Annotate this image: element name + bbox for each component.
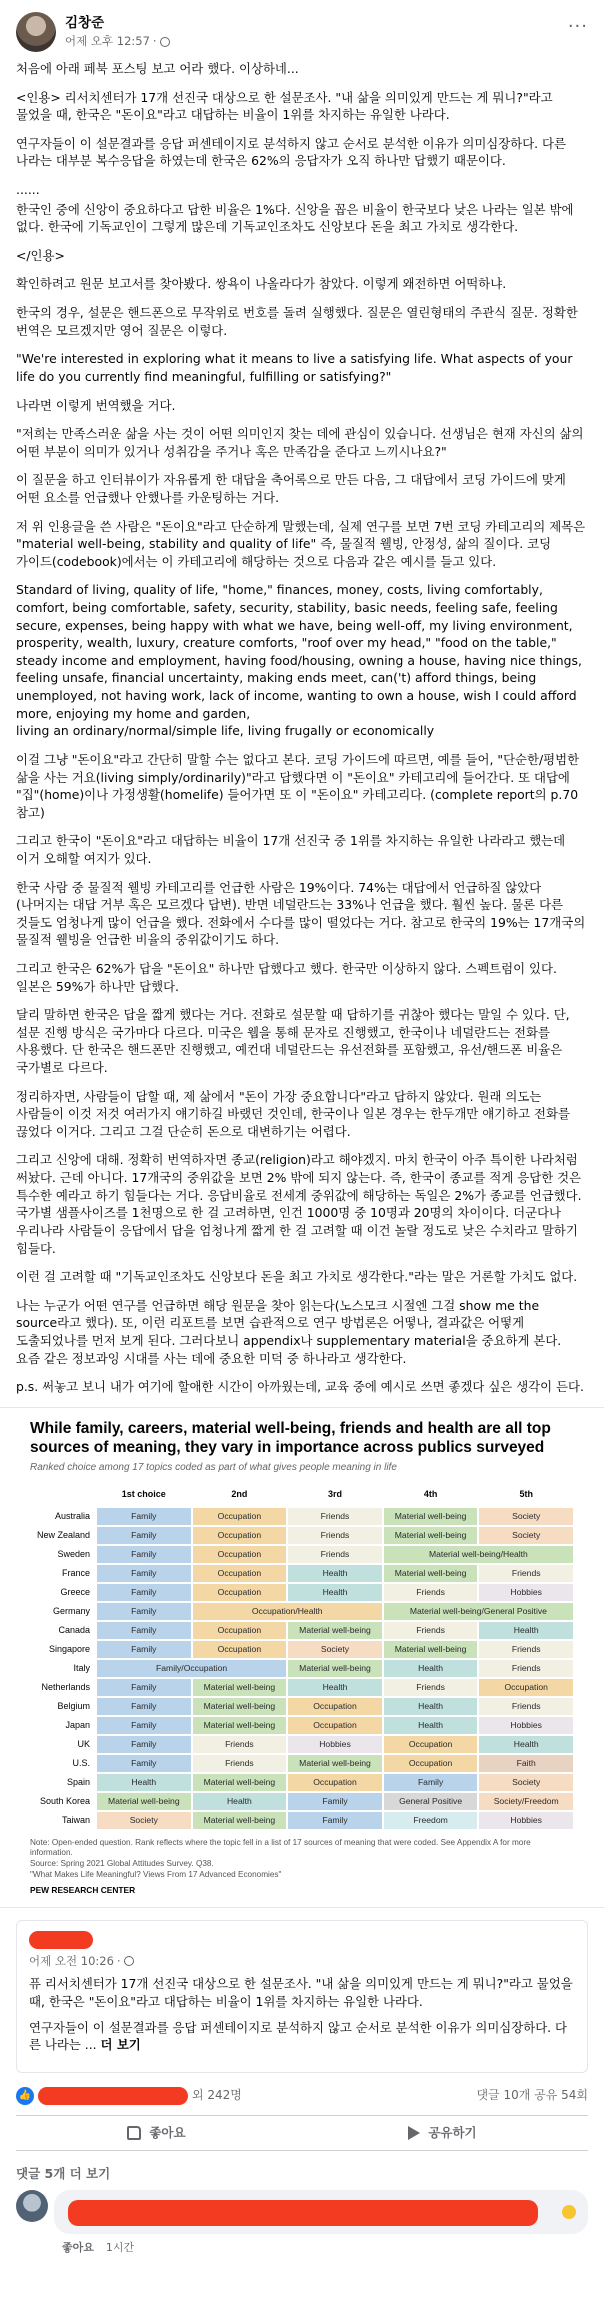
table-cell: Family [96, 1507, 192, 1526]
table-cell: Hobbies [478, 1583, 574, 1602]
table-cell: Material well-being [287, 1621, 383, 1640]
table-cell: Material well-being [287, 1659, 383, 1678]
table-cell: Health [96, 1773, 192, 1792]
see-more-link[interactable]: 더 보기 [100, 2037, 141, 2053]
chart-table [30, 1485, 574, 1830]
table-cell: Health [383, 1716, 479, 1735]
comments-shares-count[interactable]: 댓글 10개 공유 54회 [476, 2088, 588, 2103]
post-time[interactable]: 어제 오후 12:57 [65, 34, 150, 49]
table-cell: Society/Freedom [478, 1792, 574, 1811]
table-cell: Society [478, 1526, 574, 1545]
table-cell: Material well-being [96, 1792, 192, 1811]
post-paragraph: 저 위 인용글을 쓴 사람은 "돈이요"라고 단순하게 말했는데, 실제 연구를 보면 7번 코딩 카테고리의 제목은 "material well-being, stability and quality of life" 즉, 물질적 웰빙, 안정성, 삶의 질이다. 코딩 가이드(codebook)에서는 이 카테고리에 해당하는 것으로 다음과 같은 예시를 들고 있다. [16, 518, 586, 569]
table-cell: Material well-being [192, 1773, 288, 1792]
table-cell: Material well-being [192, 1678, 288, 1697]
table-cell: General Positive [383, 1792, 479, 1811]
redacted-reactor-names [38, 2087, 188, 2105]
post-paragraph: "We're interested in exploring what it means to live a satisfying life. What aspects of your life do you currently find meaningful, fulfilling or satisfying?" [16, 351, 573, 384]
table-cell: Family/Occupation [96, 1659, 287, 1678]
row-country-label: Italy [73, 1662, 90, 1673]
comment-meta [0, 2234, 604, 2270]
table-cell: Family [96, 1697, 192, 1716]
table-cell: Family [287, 1792, 383, 1811]
post-paragraph: 나는 누군가 어떤 연구를 언급하면 해당 원문을 찾아 읽는다(노스모크 시절엔 그걸 show me the source라고 했다). 또, 이런 리포트를 보면 습관적으로 연구 방법론은 어떻나, 결과값은 어떻게 도출되었나를 먼저 보게 된다. 그러다보니 appendix나 supplementary material을 중요하게 본다. 요즘 같은 정보과잉 시대를 사는 데에 중요한 미덕 중 하나라고 생각한다. [16, 1297, 562, 1366]
table-cell: Friends [192, 1754, 288, 1773]
table-cell: Health [478, 1621, 574, 1640]
table-cell: Health [287, 1564, 383, 1583]
row-country-label: France [61, 1567, 90, 1578]
table-cell: Friends [192, 1735, 288, 1754]
table-cell: Society [96, 1811, 192, 1830]
table-cell: Family [383, 1773, 479, 1792]
chart-subtitle: Ranked choice among 17 topics coded as part of what gives people meaning in life [30, 1461, 397, 1473]
row-country-label: Australia [54, 1510, 90, 1521]
share-button[interactable] [408, 2124, 476, 2142]
post-paragraph: 그리고 한국이 "돈이요"라고 대답하는 비율이 17개 선진국 중 1위를 차지하는 유일한 나라라고 했는데 이거 오해할 여지가 있다. [16, 833, 566, 866]
table-cell: Material well-being [192, 1716, 288, 1735]
table-cell: Occupation [192, 1583, 288, 1602]
post-paragraph: 한국 사람 중 물질적 웰빙 카테고리를 언급한 사람은 19%이다. 74%는 대답에서 언급하질 않았다(나머지는 대답 거부 혹은 모르겠다 답변). 반면 네덜란드는 33%나 언급을 했다. 훨씬 높다. 물론 다른 것들도 엄청나게 많이 언급을 했다. 전화에서 수다를 많이 떨었다는 거다. 참고로 한국의 19%는 17개국의 물질적 웰빙을 언급한 비율의 중위값이기도 하다. [16, 879, 586, 948]
commenter-avatar[interactable] [16, 2190, 48, 2222]
view-more-comments-link[interactable]: 댓글 5개 더 보기 [16, 2165, 111, 2181]
row-country-label: New Zealand [36, 1529, 90, 1540]
table-cell: Family [96, 1564, 192, 1583]
table-cell: Freedom [383, 1811, 479, 1830]
post-paragraph: <인용> 리서치센터가 17개 선진국 대상으로 한 설문조사. "내 삶을 의미있게 만드는 게 뭐니?"라고 물었을 때, 한국은 "돈이요"라고 대답하는 비율이 1위를 차지하는 유일한 나라다. [16, 89, 553, 123]
table-cell: Friends [383, 1583, 479, 1602]
author-block [65, 14, 170, 49]
table-cell: Hobbies [478, 1716, 574, 1735]
post-paragraph: 처음에 아래 페북 포스팅 보고 어라 했다. 이상하네... [16, 61, 299, 76]
comment-like-button[interactable]: 좋아요 [62, 2241, 94, 2255]
post-paragraph: 한국인 중에 신앙이 중요하다고 답한 비율은 1%다. 신앙을 꼽은 비율이 한국보다 낮은 나라는 일본 밖에 없다. 한국에 기독교인이 그렇게 많은데 기독교인조차도 신앙보다 돈을 최고 가치로 생각한다. [16, 201, 574, 235]
redacted-shared-author [29, 1931, 93, 1949]
table-cell: Friends [478, 1659, 574, 1678]
table-cell: Occupation/Health [192, 1602, 383, 1621]
table-cell: Material well-being [287, 1754, 383, 1773]
post-paragraph: 이런 걸 고려할 때 "기독교인조차도 신앙보다 돈을 최고 가치로 생각한다."라는 말은 거론할 가치도 없다. [16, 1269, 578, 1285]
table-cell: Family [96, 1678, 192, 1697]
table-cell: Family [96, 1526, 192, 1545]
comment-age[interactable]: 1시간 [105, 2241, 135, 2255]
chart-notes [30, 1838, 574, 1881]
column-header: 5th [519, 1488, 533, 1499]
action-bar [16, 2115, 588, 2151]
table-cell: Family [96, 1640, 192, 1659]
column-header: 4th [423, 1488, 438, 1499]
table-cell: Health [287, 1583, 383, 1602]
table-cell: Material well-being [192, 1811, 288, 1830]
pew-chart-image[interactable] [0, 1407, 604, 1908]
table-cell: Occupation [287, 1773, 383, 1792]
table-cell: Occupation [287, 1716, 383, 1735]
post-paragraph: 이 질문을 하고 인터뷰이가 자유롭게 한 대답을 축어록으로 만든 다음, 그 대답에서 코딩 가이드에 맞게 어떤 요소를 언급했나 안했나를 카운팅하는 거다. [16, 472, 566, 505]
post-paragraph: p.s. 써놓고 보니 내가 여기에 할애한 시간이 아까웠는데, 교육 중에 예시로 쓰면 좋겠다 싶은 생각이 든다. [16, 1379, 584, 1395]
author-name[interactable]: 김창준 [65, 15, 105, 32]
post-paragraph: Standard of living, quality of life, "home," finances, money, costs, living comfortably, comfort, being comfortable, safety, security, stability, basic needs, feeling safe, feeling secure, expenses, being happy with what we have, being well-off, my living environment, prosperity, wealth, luxury, creature comforts, "roof over my head," "food on the table," steady income and employment, having food/housing, owning a house, having nice things, feeling unsafe, financial uncertainty, making ends meet, can('t) afford things, being unemployed, not having work, lack of income, wanting to own a house, wish I could afford more, enjoying my home and garden, living an ordinary/normal/simple life, living frugally or economically [16, 582, 582, 739]
table-cell: Friends [478, 1564, 574, 1583]
dot-separator: · [116, 1954, 121, 1969]
shared-post-meta [29, 1953, 575, 1969]
shared-post-time[interactable]: 어제 오전 10:26 [29, 1954, 114, 1969]
table-cell: Faith [478, 1754, 574, 1773]
reaction-summary[interactable] [16, 2087, 242, 2105]
table-cell: Occupation [478, 1678, 574, 1697]
column-header: 3rd [327, 1488, 342, 1499]
like-button[interactable] [127, 2124, 185, 2142]
post-paragraph: 한국의 경우, 설문은 핸드폰으로 무작위로 번호를 돌려 실행했다. 질문은 열린형태의 주관식 질문. 정확한 번역은 모르겠지만 영어 질문은 이렇다. [16, 305, 578, 338]
table-cell: Friends [287, 1526, 383, 1545]
chart-note-line: Source: Spring 2021 Global Attitudes Survey. Q38. [30, 1858, 214, 1868]
table-cell: Health [192, 1792, 288, 1811]
row-country-label: Spain [66, 1776, 90, 1787]
chart-note-line: "What Makes Life Meaningful? Views From 17 Advanced Economies" [30, 1869, 282, 1879]
row-country-label: Singapore [48, 1643, 90, 1654]
like-label: 좋아요 [149, 2124, 186, 2140]
dot-separator: · [152, 34, 157, 49]
post-paragraph: </인용> [16, 247, 65, 263]
redacted-comment-text [68, 2200, 538, 2226]
chart-note-line: Note: Open-ended question. Rank reflects where the topic fell in a list of 17 sources of meaning that were coded. See Appendix A for more information. [30, 1837, 531, 1858]
row-country-label: Taiwan [61, 1814, 90, 1825]
table-corner [30, 1485, 96, 1507]
table-cell: Society [478, 1507, 574, 1526]
table-cell: Family [287, 1811, 383, 1830]
table-cell: Material well-being/Health [383, 1545, 574, 1564]
avatar[interactable] [16, 12, 56, 52]
share-icon [408, 2126, 420, 2140]
globe-icon [160, 37, 170, 47]
like-reaction-icon: 👍 [16, 2087, 34, 2105]
table-cell: Material well-being [383, 1640, 479, 1659]
row-country-label: Greece [60, 1586, 90, 1597]
table-cell: Occupation [192, 1564, 288, 1583]
table-cell: Friends [478, 1697, 574, 1716]
table-cell: Occupation [192, 1545, 288, 1564]
post-paragraph: 연구자들이 이 설문결과를 응답 퍼센테이지로 분석하지 않고 순서로 분석한 이유가 의미심장하다. 다른 나라는 대부분 복수응답을 하였는데 한국은 62%의 응답자가 오직 하나만 답했기 때문이다. [16, 135, 566, 169]
shared-post-truncated [29, 2019, 575, 2054]
table-cell: Material well-being [192, 1697, 288, 1716]
share-label: 공유하기 [428, 2124, 477, 2140]
reaction-count: 외 242명 [192, 2088, 242, 2103]
smile-emoji-icon [562, 2205, 576, 2219]
table-cell: Occupation [383, 1754, 479, 1773]
shared-post[interactable] [16, 1920, 588, 2073]
row-country-label: South Korea [39, 1795, 90, 1806]
table-cell: Occupation [192, 1640, 288, 1659]
table-cell: Friends [287, 1545, 383, 1564]
row-country-label: Canada [58, 1624, 90, 1635]
table-cell: Hobbies [478, 1811, 574, 1830]
column-header: 2nd [231, 1488, 248, 1499]
table-cell: Friends [383, 1621, 479, 1640]
table-cell: Society [478, 1773, 574, 1792]
post-content [0, 60, 604, 1396]
table-cell: Friends [478, 1640, 574, 1659]
table-cell: Occupation [192, 1507, 288, 1526]
table-cell: Material well-being [383, 1564, 479, 1583]
post-paragraph: "저희는 만족스러운 삶을 사는 것이 어떤 의미인지 찾는 데에 관심이 있습니다. 선생님은 현재 자신의 삶의 어떤 부분이 의미가 있거나 성취감을 주거나 혹은 만족감을 준다고 느끼시나요?" [16, 426, 584, 459]
more-options-button[interactable]: ··· [567, 16, 588, 37]
shared-post-text: 퓨 리서치센터가 17개 선진국 대상으로 한 설문조사. "내 삶을 의미있게 만드는 게 뭐니?"라고 물었을 때, 한국은 "돈이요"라고 대답하는 비율이 1위를 차지하는 유일한 나라다. [29, 1976, 573, 2010]
table-cell: Family [96, 1621, 192, 1640]
table-cell: Friends [287, 1507, 383, 1526]
table-cell: Friends [383, 1678, 479, 1697]
table-cell: Health [383, 1697, 479, 1716]
table-cell: Material well-being [383, 1507, 479, 1526]
post-paragraph: 나라면 이렇게 번역했을 거다. [16, 397, 176, 413]
post-paragraph: 그리고 신앙에 대해. 정확히 번역하자면 종교(religion)라고 해야겠지. 마치 한국이 아주 특이한 나라처럼 써놨다. 근데 아니다. 17개국의 중위값을 보면 2% 밖에 되지 않는다. 즉, 한국이 종교를 적게 응답한 것은 특수한 예라고 하기 힘들다는 거다. 응답비율로 전세계 중위값에 해당하는 독일은 2%가 종교를 언급했다. 국가별 샘플사이즈를 1천명으로 한 걸 고려하면, 인건 1000명 중 10명과 20명의 차이이다. 더군다나 우리나라 사람들이 응답에서 답을 엄청나게 짧게 한 걸 고려할 때 이건 놀랄 정도로 낮은 수치라고 말하기 힘들다. [16, 1152, 582, 1256]
table-cell: Family [96, 1583, 192, 1602]
post-paragraph: 이걸 그냥 "돈이요"라고 간단히 말할 수는 없다고 본다. 코딩 가이드에 따르면, 예를 들어, "단순한/평범한 삶을 사는 거요(living simply/ordinarily)"라고 답했다면 이 "돈이요" 카테고리에 들어간다. 또 대답에 "집"(home)이나 가정생활(homelife) 들어가면 또 이 "돈이요" 카테고리다. (complete report의 p.70 참고) [16, 751, 580, 820]
table-cell: Health [383, 1659, 479, 1678]
row-country-label: Japan [65, 1719, 90, 1730]
thumbs-up-icon [127, 2126, 141, 2140]
table-cell: Health [287, 1678, 383, 1697]
table-cell: Hobbies [287, 1735, 383, 1754]
row-country-label: U.S. [72, 1757, 90, 1768]
comment [0, 2190, 604, 2234]
table-cell: Occupation [192, 1621, 288, 1640]
table-cell: Occupation [287, 1697, 383, 1716]
post-header [0, 0, 604, 60]
table-cell: Family [96, 1754, 192, 1773]
table-cell: Occupation [192, 1526, 288, 1545]
post-paragraph: 그리고 한국은 62%가 답을 "돈이요" 하나만 답했다고 했다. 한국만 이상하지 않다. 스펙트럼이 있다. 일본은 59%가 하나만 답했다. [16, 960, 557, 994]
table-cell: Occupation [383, 1735, 479, 1754]
globe-icon [124, 1956, 134, 1966]
row-country-label: Belgium [57, 1700, 90, 1711]
table-cell: Family [96, 1735, 192, 1754]
shared-post-truncated-text: 연구자들이 이 설문결과를 응답 퍼센테이지로 분석하지 않고 순서로 분석한 이유가 의미심장하다. 다른 나라는 ... [29, 2019, 568, 2053]
post-paragraph: 정리하자면, 사람들이 답할 때, 제 삶에서 "돈이 가장 중요합니다"라고 답하지 않았다. 원래 의도는 사람들이 이것 저것 여러가지 얘기하길 바랬던 것인데, 한국이나 일본 경우는 한두개만 얘기하고 전화를 끊었다 이거다. 그리고 그걸 단순히 돈으로 대변하기는 어렵다. [16, 1088, 570, 1139]
row-country-label: UK [77, 1738, 90, 1749]
post-paragraph: 확인하려고 원문 보고서를 찾아봤다. 쌍욕이 나올라다가 참았다. 이렇게 왜전하면 어떡하냐. [16, 276, 507, 292]
table-cell: Society [287, 1640, 383, 1659]
column-header: 1st choice [121, 1488, 166, 1499]
comment-bubble[interactable] [54, 2190, 588, 2234]
post-meta [65, 33, 170, 49]
table-cell: Health [478, 1735, 574, 1754]
table-cell: Material well-being [383, 1526, 479, 1545]
table-cell: Family [96, 1545, 192, 1564]
table-cell: Family [96, 1602, 192, 1621]
post-stats [0, 2073, 604, 2115]
table-cell: Family [96, 1716, 192, 1735]
row-country-label: Sweden [57, 1548, 90, 1559]
chart-title: While family, careers, material well-being, friends and health are all top sources of meaning, they vary in importance across publics surveyed [30, 1419, 551, 1456]
row-country-label: Germany [52, 1605, 90, 1616]
post-paragraph: 달리 말하면 한국은 답을 짧게 했다는 거다. 전화로 설문할 때 답하기를 귀찮아 했다는 말일 수 있다. 단, 설문 진행 방식은 국가마다 다르다. 미국은 웹을 통해 문자로 진행했고, 한국이나 네덜란드는 전화를 사용했다. 단 한국은 핸드폰만 진행했고, 예컨대 네덜란드는 유선전화를 포함했고, 유선/핸드폰 비율은 국가별로 다르다. [16, 1007, 570, 1076]
table-cell: Material well-being/General Positive [383, 1602, 574, 1621]
post-paragraph: ...... [16, 182, 40, 198]
chart-source-org: PEW RESEARCH CENTER [30, 1885, 136, 1896]
row-country-label: Netherlands [41, 1681, 90, 1692]
